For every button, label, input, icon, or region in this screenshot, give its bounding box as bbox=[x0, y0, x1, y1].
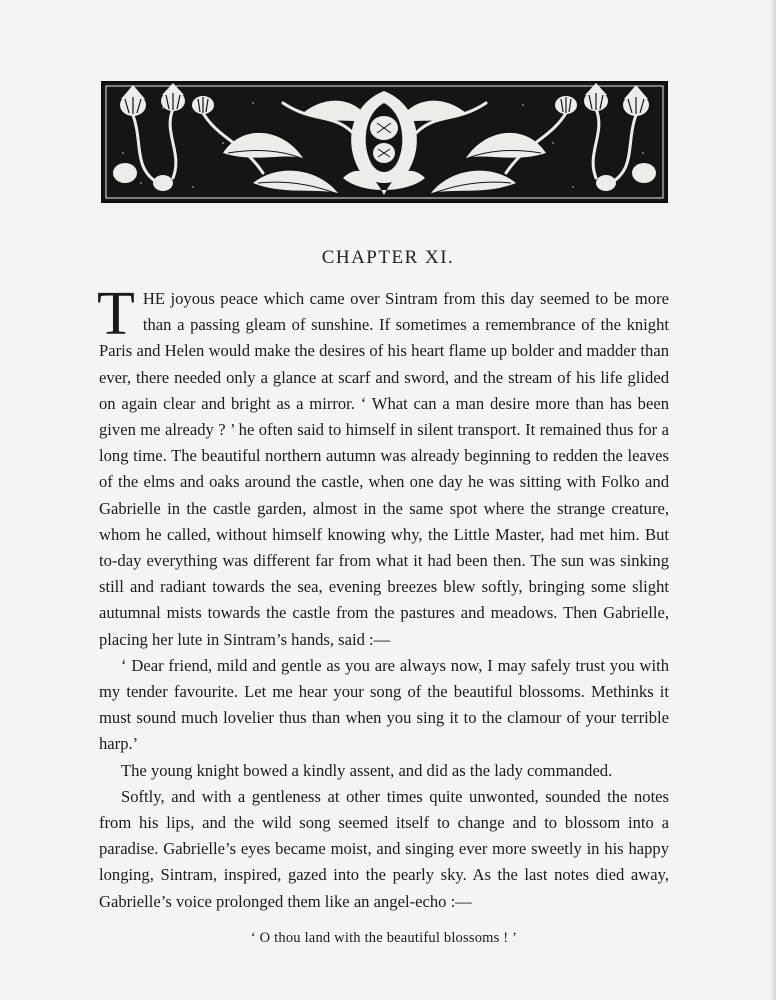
paragraph-2: ‘ Dear friend, mild and gentle as you are always now, I may safely trust you with my tender favourite. Let me hear your song of the beautiful blossoms. Methinks it must sound much lovelier thus than when you sing it to the clamour of your terrible harp.’ bbox=[99, 655, 669, 754]
verse-line: ‘ O thou land with the beautiful blossoms ! ’ bbox=[250, 929, 518, 946]
thistle-and-leaf-ornament-icon bbox=[101, 81, 668, 203]
drop-cap: T bbox=[97, 280, 135, 348]
paragraph-1-text: HE joyous peace which came over Sintram from this day seemed to be more than a passing gleam of sunshine. If sometimes a remembrance of the knight Paris and Helen would make the desires of his heart flame up bolder and madder than ever, there needed only a glance at scarf and sword, and the stream of his life glided on again clear and bright as a mirror. ‘ What can a man desire more than has been given me already ? ’ he often said to himself in silent transport. It remained thus for a long time. The beautiful northern autumn was already beginning to redden the leaves of the elms and oaks around the castle, when one day he was sitting with Folko and Gabrielle in the castle garden, almost in the same spot where the strange creature, whom he called, without himself knowing why, the Little Master, had met him. But to-day everything was different far from what it had been then. The sun was sinking still and radiant towards the sea, evening breezes blew softly, bringing some slight autumnal mists towards the castle from the pastures and meadows. Then Gabrielle, placing her lute in Sintram’s hands, said :— bbox=[99, 289, 669, 649]
page-edge-shadow bbox=[770, 0, 776, 1000]
chapter-title: CHAPTER XI. bbox=[321, 247, 455, 268]
paragraph-3: The young knight bowed a kindly assent, and did as the lady commanded. bbox=[121, 760, 613, 780]
paragraph-1 bbox=[97, 280, 669, 653]
chapter-body bbox=[97, 280, 669, 966]
paragraph-4: Softly, and with a gentleness at other times quite unwonted, sounded the notes from his lips, and the wild song seemed itself to change and to blossom into a paradise. Gabrielle’s eyes became moist, and singing ever more sweetly in his happy longing, Sintram, inspired, gazed into the pearly sky. As the last notes died away, Gabrielle’s voice prolonged them like an angel-echo :— bbox=[99, 786, 669, 911]
